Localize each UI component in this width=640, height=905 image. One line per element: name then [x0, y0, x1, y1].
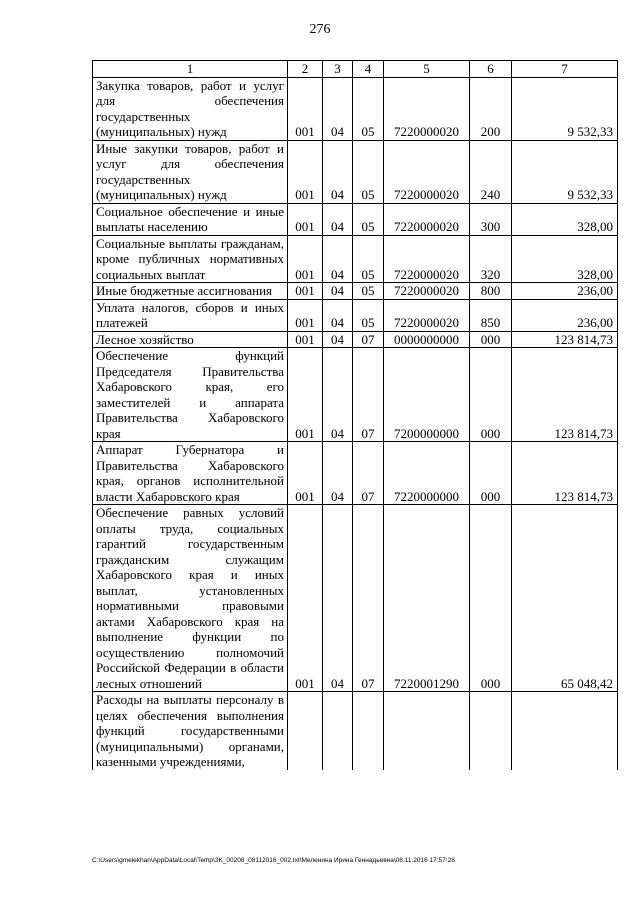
row-code-expense-type: 300	[470, 203, 512, 235]
row-code-expense-type: 000	[470, 442, 512, 505]
row-code-ministry: 001	[288, 348, 323, 442]
table-row	[93, 140, 618, 203]
row-code-subsection: 05	[353, 283, 384, 300]
row-code-target: 7220000020	[384, 299, 470, 331]
row-code-subsection: 07	[353, 505, 384, 692]
row-amount: 236,00	[512, 299, 618, 331]
row-code-ministry: 001	[288, 505, 323, 692]
table-row	[93, 203, 618, 235]
column-header: 7	[512, 61, 618, 78]
row-code-section: 04	[323, 235, 353, 283]
table-row	[93, 505, 618, 692]
row-code-subsection: 05	[353, 299, 384, 331]
row-code-ministry: 001	[288, 442, 323, 505]
row-amount: 9 532,33	[512, 77, 618, 140]
table-row	[93, 692, 618, 770]
row-code-subsection: 05	[353, 235, 384, 283]
row-name: Социальные выплаты гражданам, кроме публичных нормативных социальных выплат	[93, 235, 288, 283]
table-row	[93, 77, 618, 140]
table-row	[93, 331, 618, 348]
table-row	[93, 442, 618, 505]
row-code-expense-type: 320	[470, 235, 512, 283]
row-code-ministry	[288, 692, 323, 770]
row-amount: 123 814,73	[512, 331, 618, 348]
column-header: 2	[288, 61, 323, 78]
row-amount: 9 532,33	[512, 140, 618, 203]
column-header: 1	[93, 61, 288, 78]
row-code-target: 7220000020	[384, 140, 470, 203]
row-amount: 123 814,73	[512, 442, 618, 505]
row-code-subsection: 05	[353, 203, 384, 235]
row-code-ministry: 001	[288, 299, 323, 331]
row-name: Обеспечение равных условий оплаты труда, социальных гарантий государственным гражданским служащим Хабаровского края и иных выплат, установленных нормативными правовыми актами Хабаровского края на выполнение функции по осуществлению полномочий Российской Федерации в области лесных отношений	[93, 505, 288, 692]
row-amount: 328,00	[512, 235, 618, 283]
row-code-subsection	[353, 692, 384, 770]
table-row	[93, 283, 618, 300]
row-code-ministry: 001	[288, 283, 323, 300]
row-code-target: 7220000020	[384, 235, 470, 283]
row-name: Расходы на выплаты персоналу в целях обеспечения выполнения функций государственными (муниципальными) органами, казенными учреждениями,	[93, 692, 288, 770]
row-code-target: 7220000020	[384, 283, 470, 300]
row-code-expense-type: 000	[470, 505, 512, 692]
row-code-target: 7220000000	[384, 442, 470, 505]
row-name: Лесное хозяйство	[93, 331, 288, 348]
row-amount	[512, 692, 618, 770]
row-name: Обеспечение функций Председателя Правительства Хабаровского края, его заместителей и аппарата Правительства Хабаровского края	[93, 348, 288, 442]
row-name: Иные закупки товаров, работ и услуг для обеспечения государственных (муниципальных) нужд	[93, 140, 288, 203]
row-code-section: 04	[323, 348, 353, 442]
row-code-target: 0000000000	[384, 331, 470, 348]
row-code-section: 04	[323, 283, 353, 300]
row-code-subsection: 05	[353, 77, 384, 140]
row-code-subsection: 07	[353, 331, 384, 348]
row-code-ministry: 001	[288, 140, 323, 203]
row-code-section: 04	[323, 442, 353, 505]
column-header: 4	[353, 61, 384, 78]
row-code-expense-type: 850	[470, 299, 512, 331]
row-code-expense-type: 000	[470, 348, 512, 442]
row-name: Социальное обеспечение и иные выплаты населению	[93, 203, 288, 235]
table-header-row	[93, 61, 618, 78]
file-path-footer: C:\Users\gmelekhan\AppData\Local\Temp\3K_00208_08112016_002.txt\Меленина Ирина Геннадьевна\08.11.2016 17:57:28	[92, 857, 455, 864]
row-code-subsection: 05	[353, 140, 384, 203]
row-name: Уплата налогов, сборов и иных платежей	[93, 299, 288, 331]
row-code-ministry: 001	[288, 331, 323, 348]
row-code-expense-type: 000	[470, 331, 512, 348]
row-name: Закупка товаров, работ и услуг для обеспечения государственных (муниципальных) нужд	[93, 77, 288, 140]
page-number: 276	[309, 22, 331, 37]
row-code-target: 7220000020	[384, 203, 470, 235]
row-code-ministry: 001	[288, 77, 323, 140]
row-amount: 236,00	[512, 283, 618, 300]
column-header: 3	[323, 61, 353, 78]
row-code-section: 04	[323, 331, 353, 348]
table-row	[93, 235, 618, 283]
column-header: 6	[470, 61, 512, 78]
row-code-section: 04	[323, 505, 353, 692]
row-code-target: 7220001290	[384, 505, 470, 692]
row-code-subsection: 07	[353, 442, 384, 505]
row-code-target	[384, 692, 470, 770]
row-code-section: 04	[323, 77, 353, 140]
row-code-expense-type: 200	[470, 77, 512, 140]
row-name: Иные бюджетные ассигнования	[93, 283, 288, 300]
row-code-expense-type: 240	[470, 140, 512, 203]
row-code-target: 7220000020	[384, 77, 470, 140]
row-code-target: 7200000000	[384, 348, 470, 442]
row-code-expense-type	[470, 692, 512, 770]
row-amount: 328,00	[512, 203, 618, 235]
budget-table	[92, 60, 618, 770]
row-code-ministry: 001	[288, 235, 323, 283]
table-row	[93, 348, 618, 442]
row-code-section	[323, 692, 353, 770]
row-code-section: 04	[323, 299, 353, 331]
row-code-section: 04	[323, 203, 353, 235]
column-header: 5	[384, 61, 470, 78]
row-name: Аппарат Губернатора и Правительства Хабаровского края, органов исполнительной власти Хабаровского края	[93, 442, 288, 505]
row-code-ministry: 001	[288, 203, 323, 235]
row-amount: 123 814,73	[512, 348, 618, 442]
table-row	[93, 299, 618, 331]
row-code-subsection: 07	[353, 348, 384, 442]
row-code-expense-type: 800	[470, 283, 512, 300]
row-code-section: 04	[323, 140, 353, 203]
row-amount: 65 048,42	[512, 505, 618, 692]
